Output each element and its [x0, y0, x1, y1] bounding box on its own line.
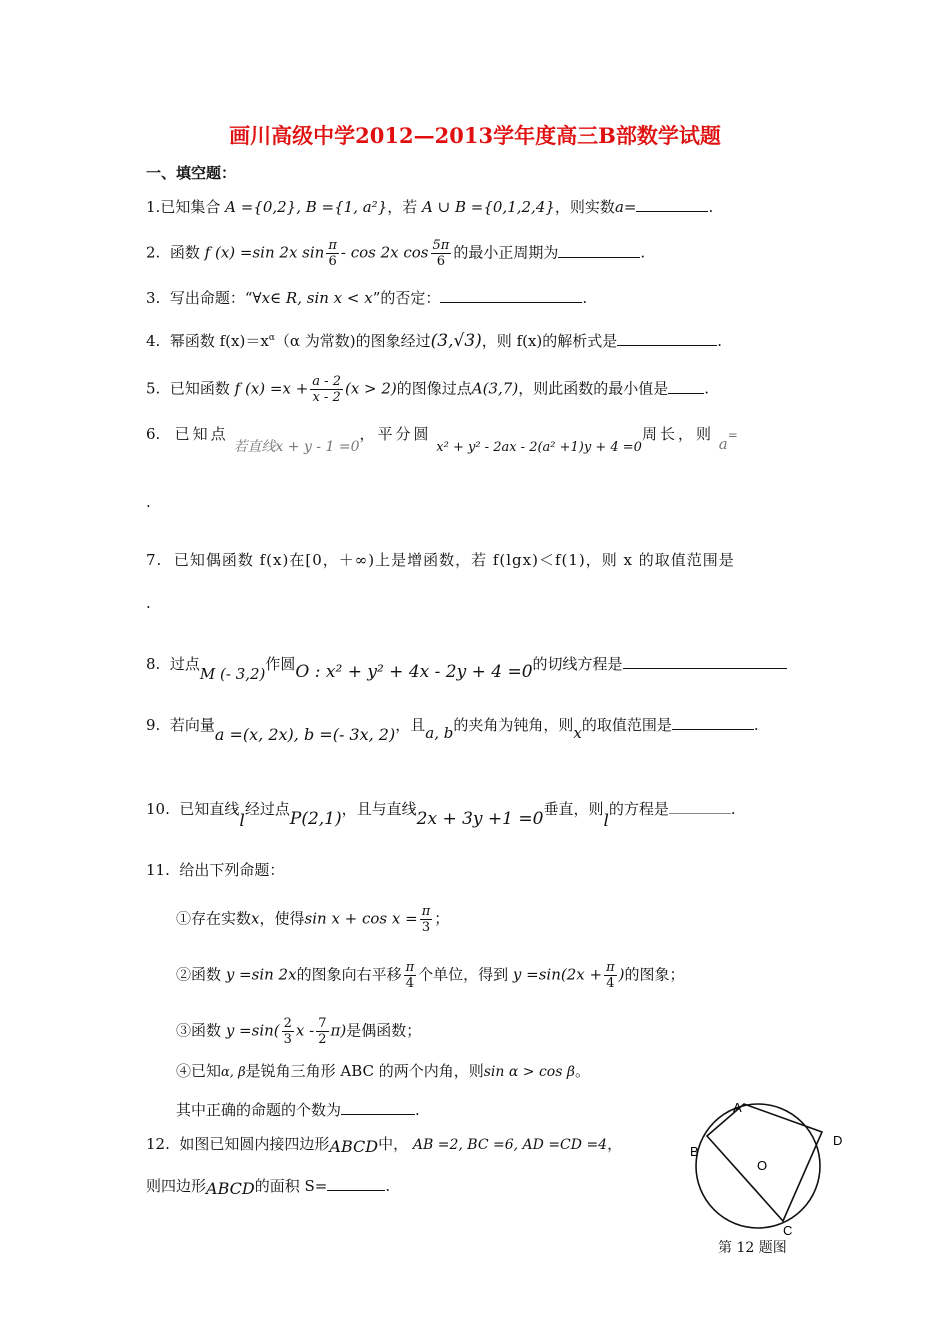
- question-12-line-2: 则四边形ABCD的面积 S= .: [146, 1177, 391, 1198]
- answer-blank[interactable]: [327, 1176, 385, 1191]
- proposition-summary: 其中正确的命题的个数为 .: [176, 1101, 420, 1119]
- question-4: 4. 幂函数 $f(x)=x^\alpha(\alpha$ 为常数)的图象经过(3,√3)，则 f(x)的解析式是 .: [146, 331, 723, 351]
- question-7: 7. 已知偶函数 f(x)在[0，＋∞)上是增函数，若 f(lgx)＜f(1)，则 x 的取值范围是: [146, 551, 735, 569]
- figure-caption: 第 12 题图: [718, 1240, 787, 1256]
- answer-blank[interactable]: [341, 1100, 415, 1115]
- answer-blank[interactable]: [672, 715, 754, 730]
- question-7-continuation: .: [146, 594, 151, 612]
- answer-blank[interactable]: [617, 331, 717, 346]
- answer-blank[interactable]: [623, 654, 787, 669]
- answer-blank[interactable]: [440, 288, 582, 303]
- label-A: A: [733, 1100, 742, 1115]
- question-12: 12. 如图已知圆内接四边形ABCD中， AB =2, BC =6, AD =CD =4，: [146, 1135, 623, 1156]
- question-8: 8. 过点M (- 3,2)作圆O : x² + y² + 4x - 2y + 4 =0的切线方程是: [146, 654, 787, 674]
- section-heading: 一、填空题：: [146, 164, 237, 182]
- label-C: C: [783, 1223, 793, 1238]
- answer-blank[interactable]: [558, 243, 640, 258]
- answer-blank[interactable]: [636, 197, 708, 212]
- proposition-1: ①存在实数x，使得sin x + cos x = $\frac{\pi}{3}$ ；: [176, 904, 450, 935]
- label-B: B: [690, 1144, 699, 1159]
- label-D: D: [833, 1133, 843, 1148]
- question-1: 1.已知集合 A ={0,2}, B ={1, a²}，若 A ∪ B ={0,1,2,4}，则实数a= .: [146, 198, 714, 216]
- question-2: 2. 函数 f (x) =sin 2x sin $\frac{\pi}{6}$ - cos 2x cos $\frac{5\pi}{6}$ 的最小正周期为 .: [146, 238, 646, 269]
- label-O: O: [757, 1158, 768, 1173]
- question-11: 11. 给出下列命题：: [146, 861, 285, 879]
- question-6: 6. 已知点 若直线x + y - 1 =0，平分圆 x² + y² - 2ax - 2(a² +1)y + 4 =0周长，则 a=: [146, 425, 738, 455]
- question-9: 9. 若向量a =(x, 2x), b =(- 3x, 2)，且a, b的夹角为钝角，则x的取值范围是 .: [146, 716, 759, 744]
- question-3: 3. 写出命题：“∀x∈ R, sin x < x”的否定： .: [146, 289, 588, 307]
- cyclic-quadrilateral-figure: [690, 1090, 850, 1260]
- question-10: 10. 已知直线l经过点P(2,1)，且与直线2x + 3y +1 =0垂直，则l的方程是 .: [146, 800, 736, 831]
- question-5: 5. 已知函数 f (x) =x + $\frac{a - 2}{x - 2}$ (x > 2)的图像过点A(3,7)，则此函数的最小值是 .: [146, 374, 709, 405]
- proposition-2: ②函数 y =sin 2x的图象向右平移 $\frac{\pi}{4}$ 个单位，得到 y =sin(2x + $\frac{\pi}{4}$ )的图象；: [176, 960, 685, 991]
- answer-blank[interactable]: [668, 379, 704, 394]
- proposition-4: ④已知α, β是锐角三角形 ABC 的两个内角，则sin α > cos β。: [176, 1062, 590, 1080]
- page-title: 画川高级中学2012—2013学年度高三B部数学试题: [229, 123, 721, 148]
- question-6-continuation: .: [146, 493, 151, 511]
- proposition-3: ③函数 y =sin( $\frac{2}{3}$ x - $\frac{7}{2}$ π)是偶函数；: [176, 1016, 422, 1047]
- answer-blank[interactable]: [669, 799, 731, 814]
